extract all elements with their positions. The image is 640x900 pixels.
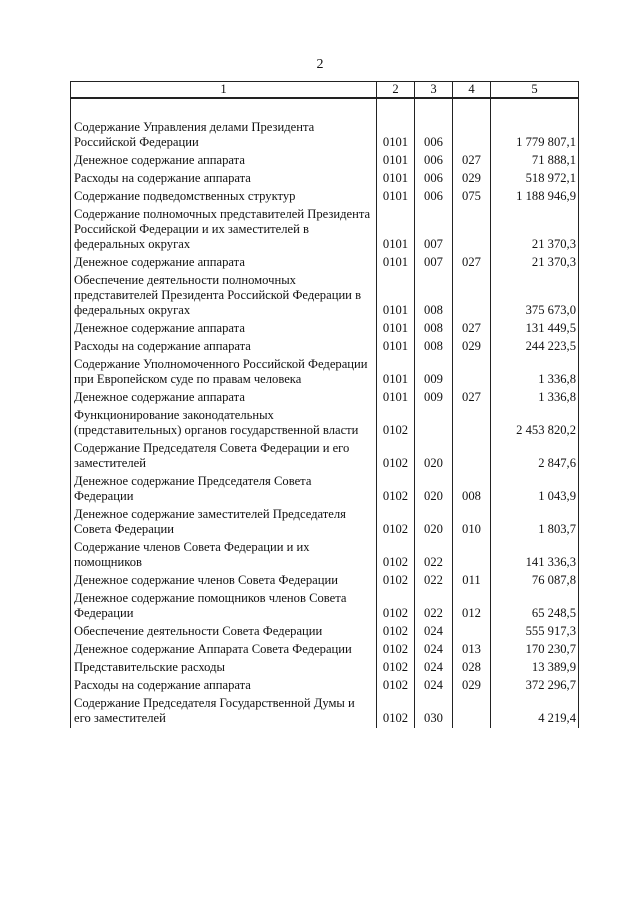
row-section-code: 0102 bbox=[377, 572, 415, 590]
row-expense-code: 029 bbox=[453, 338, 491, 356]
row-name: Расходы на содержание аппарата bbox=[71, 338, 377, 356]
row-expense-code bbox=[453, 695, 491, 728]
row-target-code: 022 bbox=[415, 572, 453, 590]
row-name: Обеспечение деятельности Совета Федерации bbox=[71, 623, 377, 641]
header-col-2: 2 bbox=[377, 82, 415, 99]
table-body bbox=[71, 98, 579, 728]
row-name: Денежное содержание помощников членов Совета Федерации bbox=[71, 590, 377, 623]
row-target-code: 020 bbox=[415, 440, 453, 473]
row-expense-code: 029 bbox=[453, 170, 491, 188]
row-section-code: 0101 bbox=[377, 320, 415, 338]
table-row bbox=[71, 356, 579, 389]
row-section-code: 0102 bbox=[377, 473, 415, 506]
table-row bbox=[71, 152, 579, 170]
row-name: Содержание полномочных представителей Президента Российской Федерации и их заместителей в федеральных округах bbox=[71, 206, 377, 254]
row-section-code: 0102 bbox=[377, 590, 415, 623]
row-section-code: 0102 bbox=[377, 539, 415, 572]
table-row bbox=[71, 659, 579, 677]
row-name: Денежное содержание Председателя Совета Федерации bbox=[71, 473, 377, 506]
row-target-code: 008 bbox=[415, 320, 453, 338]
row-expense-code bbox=[453, 407, 491, 440]
budget-table bbox=[70, 81, 579, 728]
row-section-code: 0102 bbox=[377, 506, 415, 539]
table-row bbox=[71, 338, 579, 356]
row-section-code: 0102 bbox=[377, 659, 415, 677]
row-expense-code: 027 bbox=[453, 320, 491, 338]
row-target-code: 006 bbox=[415, 152, 453, 170]
row-section-code: 0102 bbox=[377, 695, 415, 728]
row-target-code: 007 bbox=[415, 206, 453, 254]
row-target-code: 006 bbox=[415, 170, 453, 188]
table-row bbox=[71, 170, 579, 188]
row-expense-code bbox=[453, 119, 491, 152]
table-row bbox=[71, 407, 579, 440]
row-section-code: 0102 bbox=[377, 407, 415, 440]
row-expense-code: 011 bbox=[453, 572, 491, 590]
header-col-4: 4 bbox=[453, 82, 491, 99]
row-name: Денежное содержание членов Совета Федерации bbox=[71, 572, 377, 590]
row-amount: 2 847,6 bbox=[491, 440, 579, 473]
row-name: Денежное содержание аппарата bbox=[71, 389, 377, 407]
row-amount: 71 888,1 bbox=[491, 152, 579, 170]
row-amount: 21 370,3 bbox=[491, 206, 579, 254]
row-target-code: 030 bbox=[415, 695, 453, 728]
page-number: 2 bbox=[316, 57, 324, 72]
header-col-5: 5 bbox=[491, 82, 579, 99]
row-target-code: 020 bbox=[415, 473, 453, 506]
row-name: Денежное содержание заместителей Председателя Совета Федерации bbox=[71, 506, 377, 539]
table-row bbox=[71, 254, 579, 272]
row-name: Денежное содержание аппарата bbox=[71, 152, 377, 170]
row-expense-code bbox=[453, 440, 491, 473]
row-expense-code: 008 bbox=[453, 473, 491, 506]
row-target-code: 022 bbox=[415, 590, 453, 623]
row-target-code: 006 bbox=[415, 188, 453, 206]
spacer-row bbox=[71, 98, 579, 119]
table-row bbox=[71, 188, 579, 206]
row-section-code: 0101 bbox=[377, 356, 415, 389]
header-col-1: 1 bbox=[71, 82, 377, 99]
row-expense-code bbox=[453, 272, 491, 320]
row-target-code: 009 bbox=[415, 389, 453, 407]
row-amount: 518 972,1 bbox=[491, 170, 579, 188]
table-row bbox=[71, 641, 579, 659]
row-name: Содержание членов Совета Федерации и их помощников bbox=[71, 539, 377, 572]
row-section-code: 0101 bbox=[377, 206, 415, 254]
row-amount: 2 453 820,2 bbox=[491, 407, 579, 440]
row-name: Обеспечение деятельности полномочных представителей Президента Российской Федерации в федеральных округах bbox=[71, 272, 377, 320]
row-amount: 65 248,5 bbox=[491, 590, 579, 623]
row-section-code: 0101 bbox=[377, 272, 415, 320]
header-row bbox=[71, 82, 579, 99]
row-name: Расходы на содержание аппарата bbox=[71, 677, 377, 695]
table-row bbox=[71, 539, 579, 572]
row-target-code: 024 bbox=[415, 677, 453, 695]
row-amount: 21 370,3 bbox=[491, 254, 579, 272]
row-amount: 1 336,8 bbox=[491, 389, 579, 407]
table-row bbox=[71, 572, 579, 590]
row-expense-code bbox=[453, 356, 491, 389]
table-row bbox=[71, 590, 579, 623]
row-target-code: 024 bbox=[415, 659, 453, 677]
row-expense-code: 028 bbox=[453, 659, 491, 677]
row-name: Содержание Уполномоченного Российской Федерации при Европейском суде по правам человека bbox=[71, 356, 377, 389]
row-name: Денежное содержание аппарата bbox=[71, 254, 377, 272]
table-row bbox=[71, 272, 579, 320]
row-target-code: 020 bbox=[415, 506, 453, 539]
row-amount: 1 188 946,9 bbox=[491, 188, 579, 206]
row-amount: 1 043,9 bbox=[491, 473, 579, 506]
row-expense-code: 012 bbox=[453, 590, 491, 623]
row-amount: 372 296,7 bbox=[491, 677, 579, 695]
row-name: Представительские расходы bbox=[71, 659, 377, 677]
table-row bbox=[71, 389, 579, 407]
table-row bbox=[71, 695, 579, 728]
row-section-code: 0101 bbox=[377, 170, 415, 188]
header-col-3: 3 bbox=[415, 82, 453, 99]
row-expense-code: 010 bbox=[453, 506, 491, 539]
row-amount: 131 449,5 bbox=[491, 320, 579, 338]
table-row bbox=[71, 623, 579, 641]
row-section-code: 0102 bbox=[377, 677, 415, 695]
table-row bbox=[71, 506, 579, 539]
row-amount: 555 917,3 bbox=[491, 623, 579, 641]
row-name: Содержание Председателя Государственной Думы и его заместителей bbox=[71, 695, 377, 728]
row-target-code: 024 bbox=[415, 641, 453, 659]
row-amount: 375 673,0 bbox=[491, 272, 579, 320]
row-amount: 13 389,9 bbox=[491, 659, 579, 677]
row-amount: 170 230,7 bbox=[491, 641, 579, 659]
row-amount: 1 336,8 bbox=[491, 356, 579, 389]
table-row bbox=[71, 677, 579, 695]
table-row bbox=[71, 320, 579, 338]
row-section-code: 0101 bbox=[377, 254, 415, 272]
row-target-code: 024 bbox=[415, 623, 453, 641]
table-row bbox=[71, 440, 579, 473]
row-expense-code: 029 bbox=[453, 677, 491, 695]
row-section-code: 0102 bbox=[377, 623, 415, 641]
row-section-code: 0101 bbox=[377, 188, 415, 206]
row-target-code: 008 bbox=[415, 272, 453, 320]
row-section-code: 0101 bbox=[377, 338, 415, 356]
row-expense-code bbox=[453, 623, 491, 641]
row-name: Функционирование законодательных (представительных) органов государственной власти bbox=[71, 407, 377, 440]
row-name: Содержание Управления делами Президента Российской Федерации bbox=[71, 119, 377, 152]
row-amount: 1 779 807,1 bbox=[491, 119, 579, 152]
row-amount: 244 223,5 bbox=[491, 338, 579, 356]
row-amount: 1 803,7 bbox=[491, 506, 579, 539]
table-row bbox=[71, 473, 579, 506]
row-target-code: 009 bbox=[415, 356, 453, 389]
row-section-code: 0101 bbox=[377, 389, 415, 407]
row-section-code: 0101 bbox=[377, 152, 415, 170]
row-target-code: 022 bbox=[415, 539, 453, 572]
row-expense-code: 013 bbox=[453, 641, 491, 659]
row-name: Расходы на содержание аппарата bbox=[71, 170, 377, 188]
row-target-code: 007 bbox=[415, 254, 453, 272]
row-target-code: 006 bbox=[415, 119, 453, 152]
row-name: Денежное содержание аппарата bbox=[71, 320, 377, 338]
row-amount: 4 219,4 bbox=[491, 695, 579, 728]
row-section-code: 0102 bbox=[377, 440, 415, 473]
row-name: Содержание Председателя Совета Федерации и его заместителей bbox=[71, 440, 377, 473]
row-expense-code bbox=[453, 539, 491, 572]
row-target-code: 008 bbox=[415, 338, 453, 356]
row-name: Содержание подведомственных структур bbox=[71, 188, 377, 206]
row-amount: 76 087,8 bbox=[491, 572, 579, 590]
row-target-code bbox=[415, 407, 453, 440]
row-section-code: 0101 bbox=[377, 119, 415, 152]
row-expense-code: 027 bbox=[453, 254, 491, 272]
row-section-code: 0102 bbox=[377, 641, 415, 659]
row-expense-code bbox=[453, 206, 491, 254]
table-row bbox=[71, 206, 579, 254]
row-expense-code: 075 bbox=[453, 188, 491, 206]
row-expense-code: 027 bbox=[453, 389, 491, 407]
row-expense-code: 027 bbox=[453, 152, 491, 170]
row-name: Денежное содержание Аппарата Совета Федерации bbox=[71, 641, 377, 659]
table-row bbox=[71, 119, 579, 152]
row-amount: 141 336,3 bbox=[491, 539, 579, 572]
